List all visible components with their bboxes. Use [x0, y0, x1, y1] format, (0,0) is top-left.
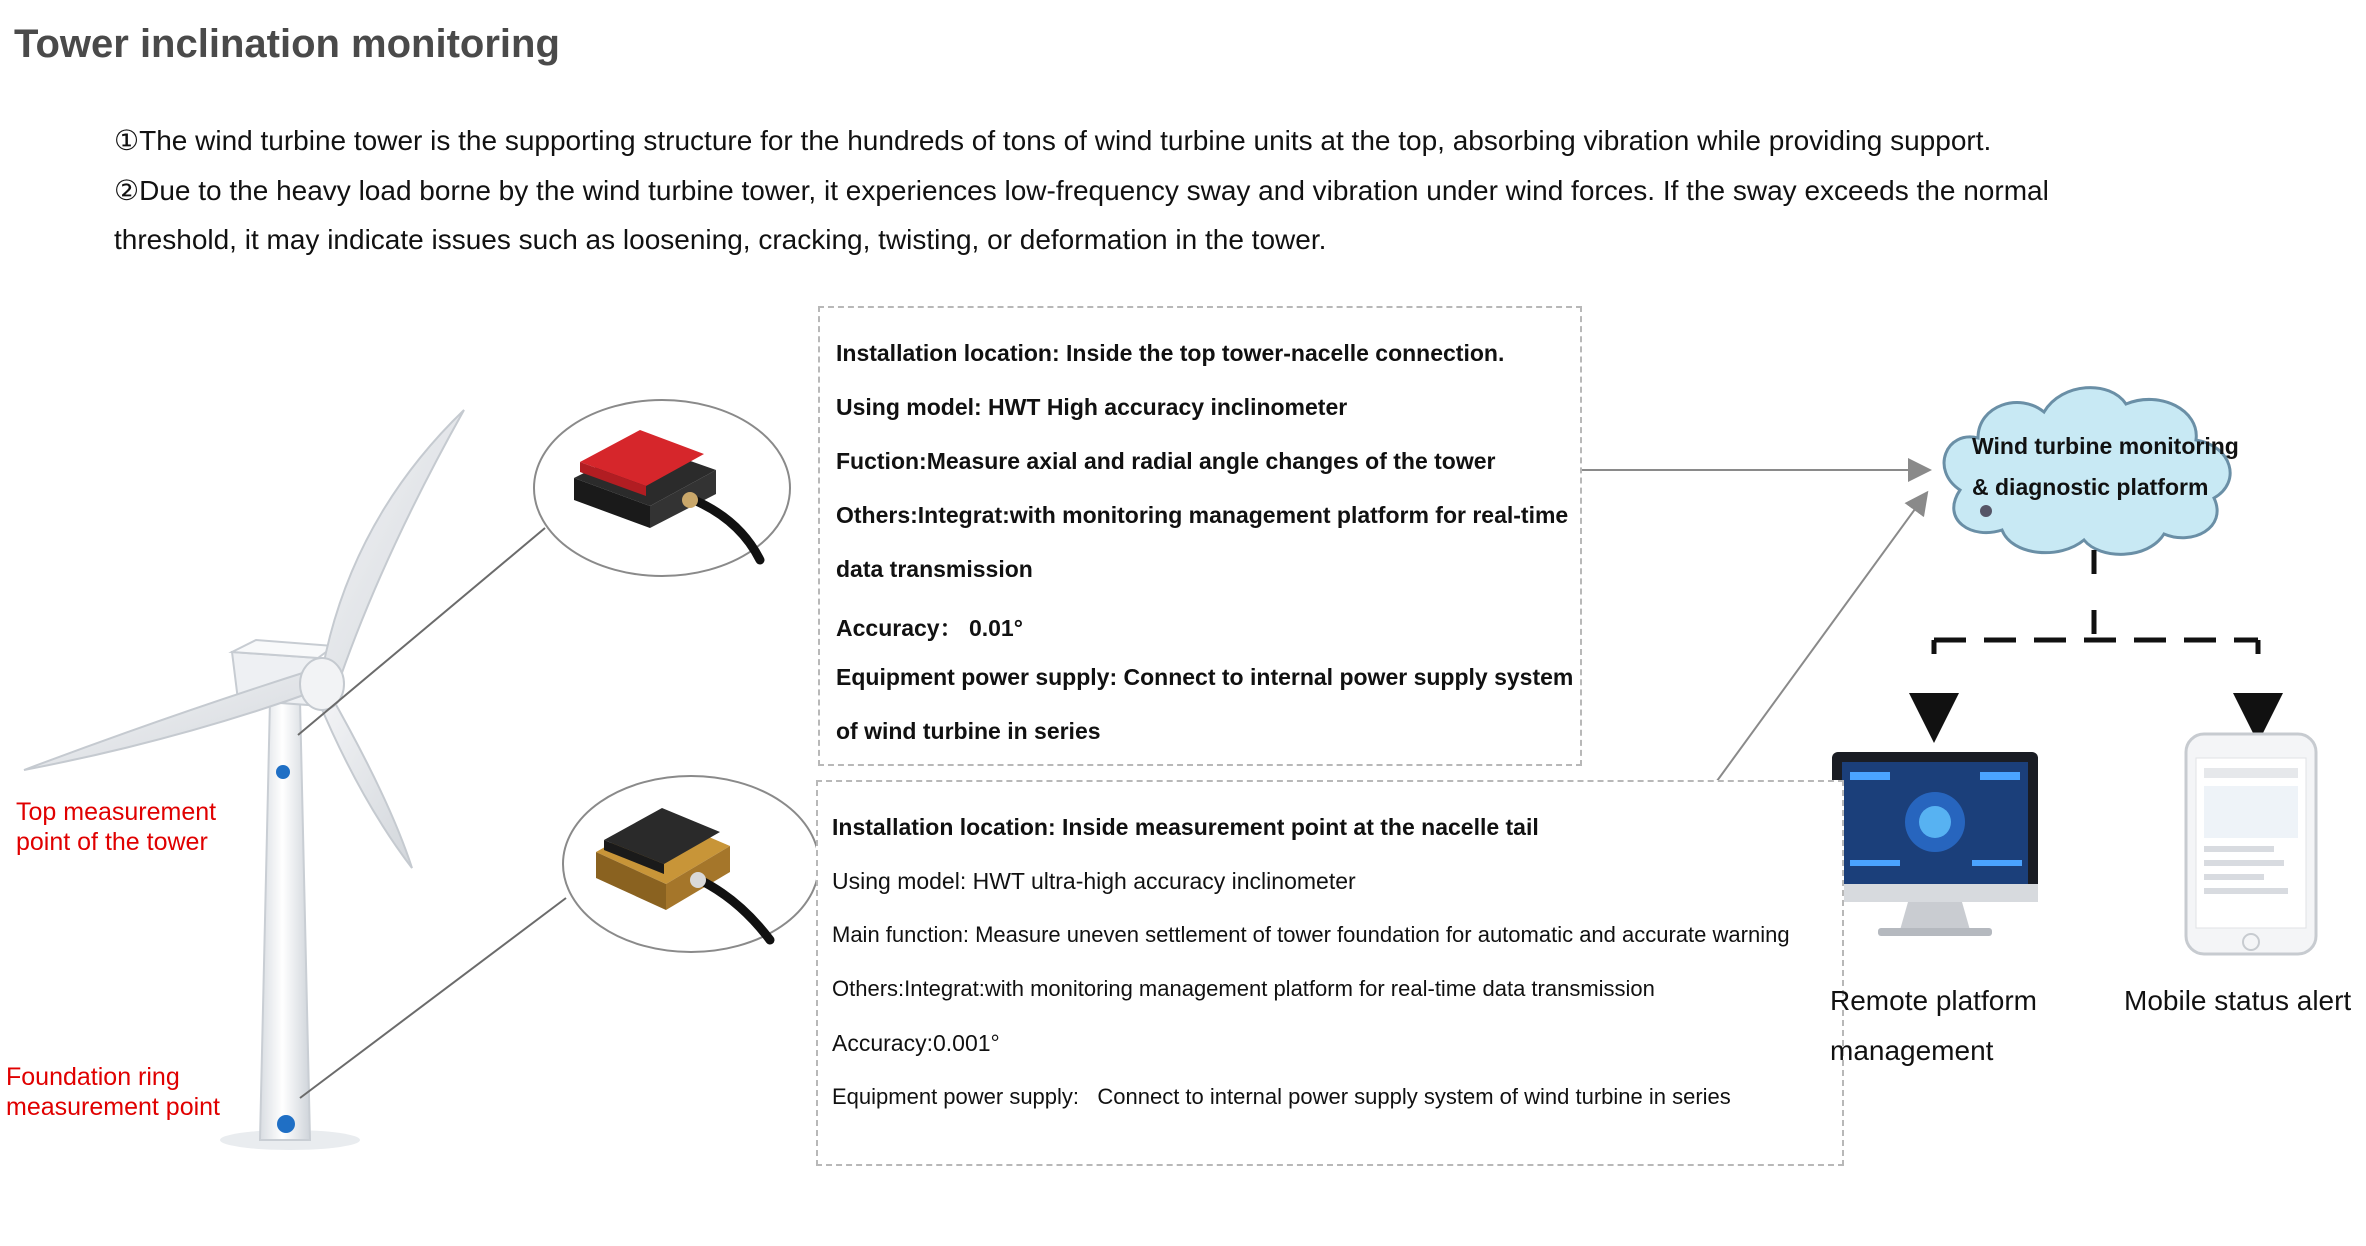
top-measurement-dot [276, 765, 290, 779]
cloud-label-line-1: Wind turbine monitoring [1972, 433, 2239, 459]
blade-upper [322, 410, 464, 690]
foundation-measurement-label [6, 1062, 220, 1122]
foundation-sensor-power: Equipment power supply: Connect to internal power supply system of wind turbine in series [832, 1084, 1731, 1109]
top-sensor-others-2: data transmission [836, 556, 1033, 582]
intro-line-3: threshold, it may indicate issues such as loosening, cracking, twisting, or deformation in the tower. [114, 224, 1327, 255]
cloud-platform-label [1972, 426, 2239, 508]
top-measurement-label [16, 797, 216, 857]
remote-label-line-2: management [1830, 1035, 1994, 1066]
foundation-measurement-label-line-1: Foundation ring [6, 1063, 180, 1091]
top-sensor-installation: Installation location: Inside the top tower-nacelle connection. [836, 340, 1505, 366]
foundation-sensor-others: Others:Integrat:with monitoring management platform for real-time data transmission [832, 976, 1655, 1001]
intro-line-2: ②Due to the heavy load borne by the wind turbine tower, it experiences low-frequency sway and vibration under wind forces. If the sway exceeds the normal [114, 175, 2049, 206]
foundation-sensor-accuracy: Accuracy:0.001° [832, 1030, 1000, 1056]
top-sensor-power-1: Equipment power supply: Connect to internal power supply system [836, 664, 1574, 690]
wind-turbine [24, 410, 464, 1150]
foundation-measurement-dot [277, 1115, 295, 1133]
top-sensor-others-1: Others:Integrat:with monitoring management platform for real-time [836, 502, 1569, 528]
top-sensor-model: Using model: HWT High accuracy inclinometer [836, 394, 1348, 420]
foundation-sensor-model: Using model: HWT ultra-high accuracy inclinometer [832, 868, 1356, 894]
foundation-sensor-installation: Installation location: Inside measurement point at the nacelle tail [832, 814, 1539, 840]
remote-label-line-1: Remote platform [1830, 985, 2037, 1016]
intro-line-1: ①The wind turbine tower is the supporting structure for the hundreds of tons of wind turbine units at the top, absorbing vibration while providing support. [114, 125, 1992, 156]
phone-icon [2186, 734, 2316, 954]
sensor-1-callout [534, 400, 790, 576]
top-measurement-label-line-1: Top measurement [16, 798, 217, 826]
top-sensor-power-2: of wind turbine in series [836, 718, 1101, 744]
top-measurement-label-line-2: point of the tower [16, 828, 208, 856]
foundation-callout-line [300, 898, 566, 1098]
connector-tree [1934, 550, 2258, 718]
page-title: Tower inclination monitoring [14, 22, 560, 66]
foundation-measurement-label-line-2: measurement point [6, 1093, 221, 1121]
foundation-sensor-function: Main function: Measure uneven settlement of tower foundation for automatic and accurate warning [832, 922, 1790, 947]
cloud-label-line-2: & diagnostic platform [1972, 474, 2209, 500]
remote-platform-label [1830, 976, 2037, 1076]
monitor-icon [1832, 752, 2038, 936]
top-sensor-accuracy: Accuracy： 0.01° [836, 615, 1023, 641]
sensor-2-callout [563, 776, 819, 952]
top-sensor-info-box [818, 306, 1582, 766]
mobile-status-label: Mobile status alert [2124, 985, 2352, 1016]
blade-lower [318, 694, 412, 868]
foundation-sensor-info-box [816, 780, 1844, 1166]
top-sensor-function: Fuction:Measure axial and radial angle changes of the tower [836, 448, 1496, 474]
